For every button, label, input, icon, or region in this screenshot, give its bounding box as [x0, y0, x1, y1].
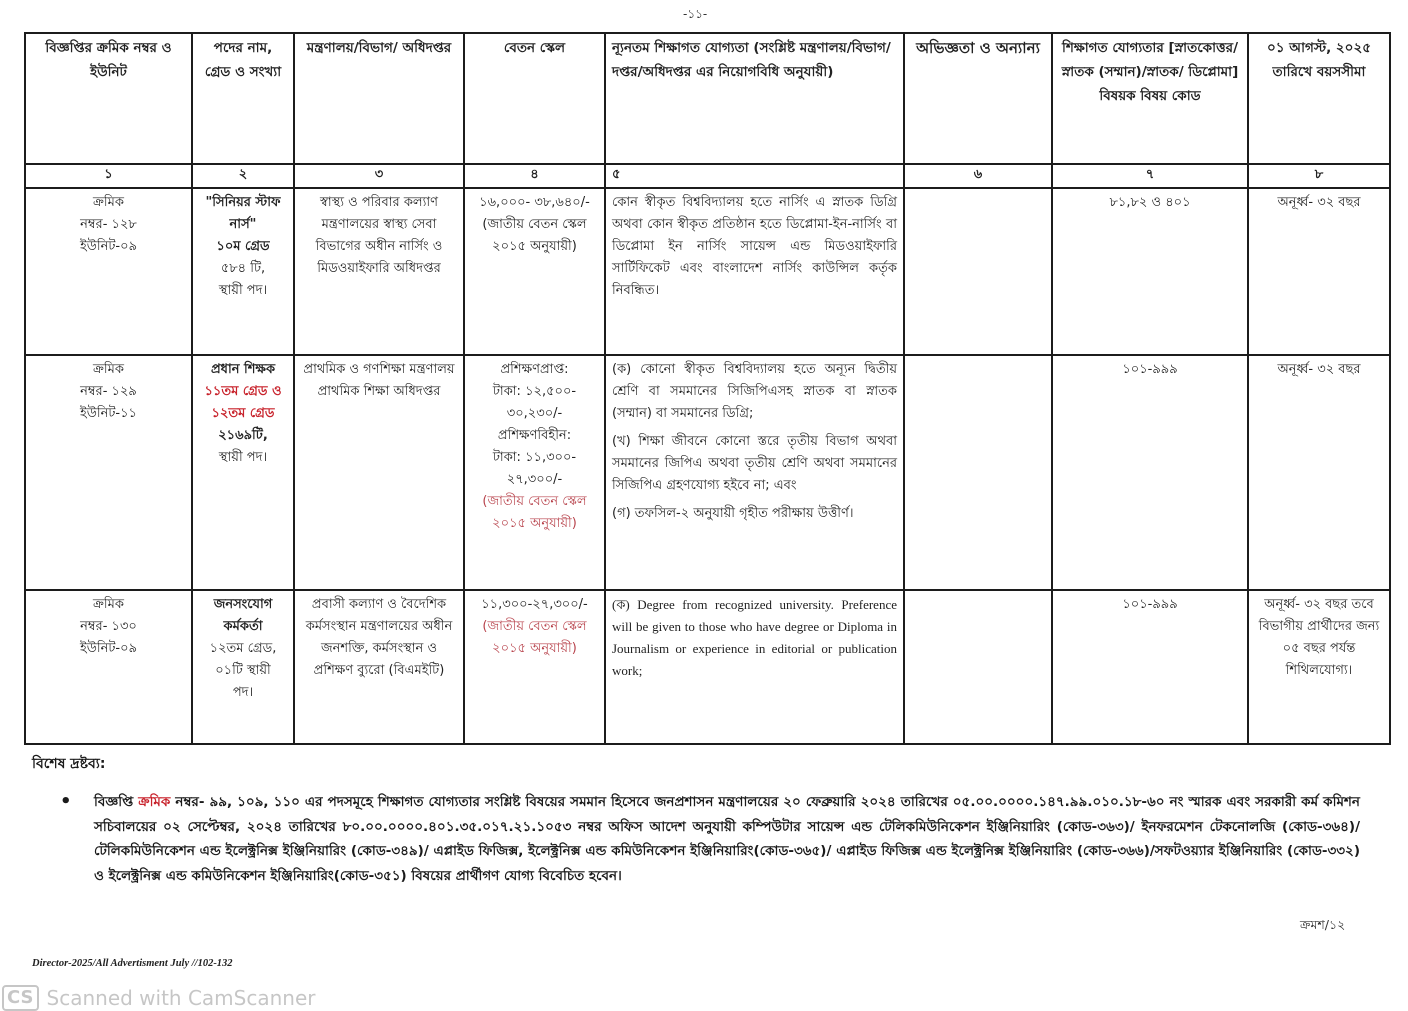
camscanner-watermark: [2, 985, 316, 1011]
post-title: প্রধান শিক্ষক: [210, 362, 276, 377]
special-notes: [60, 790, 1360, 888]
experience-cell: [904, 188, 1052, 355]
serial-cell: [25, 188, 192, 355]
post-grade: ১০ম গ্রেড: [216, 239, 270, 254]
post-count: ৫৮৪ টি,: [220, 261, 266, 276]
untrained-label: প্রশিক্ষণবিহীন:: [497, 428, 572, 443]
header-pay-scale: বেতন স্কেল: [464, 33, 605, 164]
bullet-icon: •: [60, 791, 72, 812]
subject-code-cell: ৮১,৮২ ও ৪০১: [1052, 188, 1248, 355]
post-type: স্থায়ী পদ।: [218, 283, 268, 298]
camscanner-logo-icon: CS: [2, 985, 39, 1011]
post-cell: [192, 355, 294, 590]
unit-number: ইউনিট-১১: [79, 406, 137, 421]
post-count: ২১৬৯টি,: [218, 428, 268, 443]
header-subject-code: শিক্ষাগত যোগ্যতার [স্নাতকোত্তর/স্নাতক (সম্মান)/স্নাতক/ ডিপ্লোমা] বিষয়ক বিষয় কোড: [1052, 33, 1248, 164]
age-limit-cell: অনূর্ধ্ব- ৩২ বছর: [1248, 188, 1390, 355]
note-prefix: বিজ্ঞপ্তি: [94, 794, 139, 810]
column-number: ৬: [904, 164, 1052, 188]
job-advertisement-table: [24, 32, 1391, 745]
pay-scale-cell: [464, 590, 605, 744]
table-row: [25, 590, 1390, 744]
serial-number: নম্বর- ১২৯: [80, 384, 137, 399]
serial-label: ক্রমিক: [93, 195, 124, 210]
subject-code-cell: ১০১-৯৯৯: [1052, 355, 1248, 590]
experience-cell: [904, 355, 1052, 590]
pay-scale-cell: [464, 188, 605, 355]
pay-range: ১৬,০০০- ৩৮,৬৪০/-: [479, 195, 590, 210]
post-title: "সিনিয়র স্টাফ নার্স": [205, 195, 281, 232]
subject-code-cell: ১০১-৯৯৯: [1052, 590, 1248, 744]
post-type: স্থায়ী পদ।: [218, 450, 268, 465]
header-min-qualification: ন্যূনতম শিক্ষাগত যোগ্যতা (সংশ্লিষ্ট মন্ত্রণালয়/বিভাগ/দপ্তর/অধিদপ্তর এর নিয়োগবিধি অনুযায়ী): [605, 33, 904, 164]
note-item: [94, 790, 1360, 888]
table-row: [25, 355, 1390, 590]
table-row: [25, 188, 1390, 355]
qualification-item: (গ) তফসিল-২ অনুযায়ী গৃহীত পরীক্ষায় উত্তীর্ণ।: [612, 506, 854, 521]
watermark-text: Scanned with CamScanner: [46, 986, 316, 1010]
ministry-cell: প্রবাসী কল্যাণ ও বৈদেশিক কর্মসংস্থান মন্ত্রণালয়ের অধীন জনশক্তি, কর্মসংস্থান ও প্রশিক্ষণ ব্যুরো (বিএমইটি): [294, 590, 464, 744]
untrained-pay-range: টাকা: ১১,৩০০- ২৭,৩০০/-: [492, 450, 577, 487]
header-post-grade-count: পদের নাম, গ্রেড ও সংখ্যা: [192, 33, 294, 164]
note-highlight: ক্রমিক: [138, 794, 171, 810]
column-number: ৪: [464, 164, 605, 188]
qualification-cell: [605, 355, 904, 590]
post-count: ০১টি স্থায়ী: [215, 663, 271, 678]
special-notes-title: বিশেষ দ্রষ্টব্য:: [32, 756, 106, 772]
qualification-item: (ক) কোনো স্বীকৃত বিশ্ববিদ্যালয় হতে অন্যূন দ্বিতীয় শ্রেণি বা সমমানের সিজিপিএসহ স্নাতক বা স্নাতক (সম্মান) বা সমমানের ডিগ্রি;: [612, 362, 897, 421]
continued-label: ক্রমশ/১২: [1300, 917, 1346, 932]
serial-cell: [25, 355, 192, 590]
age-limit-cell: অনূর্ধ্ব- ৩২ বছর তবে বিভাগীয় প্রার্থীদের জন্য ০৫ বছর পর্যন্ত শিথিলযোগ্য।: [1248, 590, 1390, 744]
header-age-limit: ০১ আগস্ট, ২০২৫ তারিখে বয়সসীমা: [1248, 33, 1390, 164]
footer-reference: Director-2025/All Advertisment July //102-132: [32, 958, 233, 969]
column-number: ৩: [294, 164, 464, 188]
post-grade: ১২তম গ্রেড,: [209, 641, 277, 656]
serial-cell: [25, 590, 192, 744]
serial-number: নম্বর- ১৩০: [80, 619, 137, 634]
unit-number: ইউনিট-০৯: [79, 239, 138, 254]
post-cell: [192, 188, 294, 355]
column-number-row: [25, 164, 1390, 188]
trained-label: প্রশিক্ষণপ্রাপ্ত:: [500, 362, 569, 377]
column-number: ৫: [605, 164, 904, 188]
page-number: -১১-: [683, 7, 708, 21]
column-number: ৭: [1052, 164, 1248, 188]
header-ministry: মন্ত্রণালয়/বিভাগ/ অধিদপ্তর: [294, 33, 464, 164]
trained-pay-range: টাকা: ১২,৫০০- ৩০,২৩০/-: [492, 384, 577, 421]
pay-scale-note: (জাতীয় বেতন স্কেল ২০১৫ অনুযায়ী): [482, 494, 587, 531]
table-header-row: [25, 33, 1390, 164]
age-limit-cell: অনূর্ধ্ব- ৩২ বছর: [1248, 355, 1390, 590]
column-number: ১: [25, 164, 192, 188]
post-cell: [192, 590, 294, 744]
serial-label: ক্রমিক: [93, 362, 124, 377]
column-number: ৮: [1248, 164, 1390, 188]
ministry-cell: প্রাথমিক ও গণশিক্ষা মন্ত্রণালয় প্রাথমিক শিক্ষা অধিদপ্তর: [294, 355, 464, 590]
pay-range: ১১,৩০০-২৭,৩০০/-: [481, 597, 588, 612]
header-experience: অভিজ্ঞতা ও অন্যান্য: [904, 33, 1052, 164]
post-grade: ১১তম গ্রেড ও ১২তম গ্রেড: [204, 384, 282, 421]
ministry-cell: স্বাস্থ্য ও পরিবার কল্যাণ মন্ত্রণালয়ের স্বাস্থ্য সেবা বিভাগের অধীন নার্সিং ও মিডওয়াইফারি অধিদপ্তর: [294, 188, 464, 355]
note-text: নম্বর- ৯৯, ১০৯, ১১০ এর পদসমূহে শিক্ষাগত যোগ্যতার সংশ্লিষ্ট বিষয়ের সমমান হিসেবে জনপ্রশাসন মন্ত্রণালয়ের ২০ ফেব্রুয়ারি ২০২৪ তারিখের ০৫.০০.০০০০.১৪৭.৯৯.০১০.১৮-৬০ নং স্মারক এবং সরকারী কর্ম কমিশন সচিবালয়ের ০২ সেপ্টেম্বর, ২০২৪ তারিখের ৮০.০০.০০০০.৪০১.৩৫.০১৭.২১.১০৫৩ নম্বর অফিস আদেশ অনুযায়ী কম্পিউটার সায়েন্স এন্ড টেলিকমিউনিকেশন ইঞ্জিনিয়ারিং (কোড-৩৬৩)/ ইনফরমেশন টেকনোলজি (কোড-৩৬৪)/ টেলিকমিউনিকেশন এন্ড ইলেক্ট্রনিক্স ইঞ্জিনিয়ারিং (কোড-৩৪৯)/ এপ্লাইড ফিজিক্স, ইলেক্ট্রনিক্স এন্ড কমিউনিকেশন ইঞ্জিনিয়ারিং(কোড-৩৬৫)/ এপ্লাইড ফিজিক্স এন্ড ইলেক্ট্রনিক্স ইঞ্জিনিয়ারিং (কোড-৩৬৬)/সফটওয়্যার ইঞ্জিনিয়ারিং (কোড-৩৩২) ও ইলেক্ট্রনিক্স এন্ড কমিউনিকেশন ইঞ্জিনিয়ারিং(কোড-৩৫১) বিষয়ের প্রার্থীগণ যোগ্য বিবেচিত হবেন।: [94, 794, 1360, 884]
experience-cell: [904, 590, 1052, 744]
pay-scale-cell: [464, 355, 605, 590]
pay-scale-note: (জাতীয় বেতন স্কেল ২০১৫ অনুযায়ী): [482, 217, 587, 254]
serial-label: ক্রমিক: [93, 597, 124, 612]
post-type: পদ।: [232, 685, 254, 700]
column-number: ২: [192, 164, 294, 188]
post-title: জনসংযোগ কর্মকর্তা: [213, 597, 273, 634]
header-serial-unit: বিজ্ঞপ্তির ক্রমিক নম্বর ও ইউনিট: [25, 33, 192, 164]
qualification-text: কোন স্বীকৃত বিশ্ববিদ্যালয় হতে নার্সিং এ স্নাতক ডিগ্রি অথবা কোন স্বীকৃত প্রতিষ্ঠান হতে ডিপ্লোমা-ইন-নার্সিং বা ডিপ্লোমা ইন নার্সিং সায়েন্স এন্ড মিডওয়াইফারি সার্টিফিকেট এবং বাংলাদেশ নার্সিং কাউন্সিল কর্তৃক নিবন্ধিত।: [612, 195, 897, 298]
qualification-cell: (ক) Degree from recognized university. Preference will be given to those who have degree or Diploma in Journalism or experience in editorial or publication work;: [605, 590, 904, 744]
unit-number: ইউনিট-০৯: [79, 641, 138, 656]
qualification-cell: [605, 188, 904, 355]
qualification-item: (খ) শিক্ষা জীবনে কোনো স্তরে তৃতীয় বিভাগ অথবা সমমানের জিপিএ অথবা তৃতীয় শ্রেণি অথবা সমমানের সিজিপিএ গ্রহণযোগ্য হইবে না; এবং: [612, 434, 897, 493]
pay-scale-note: (জাতীয় বেতন স্কেল ২০১৫ অনুযায়ী): [482, 619, 587, 656]
serial-number: নম্বর- ১২৮: [80, 217, 137, 232]
